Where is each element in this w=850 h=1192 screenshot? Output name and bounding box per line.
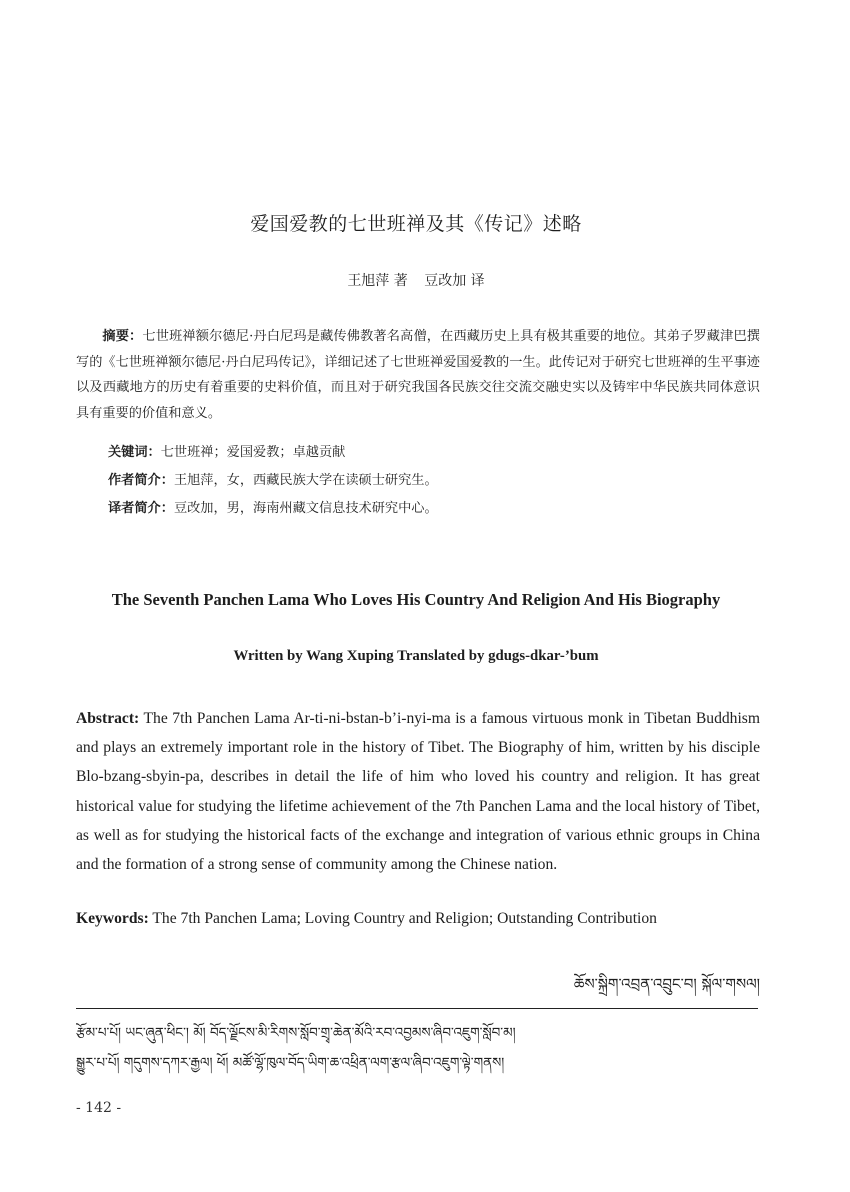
chinese-keywords-text: 七世班禅；爱国爱教；卓越贡献 bbox=[160, 445, 346, 460]
chinese-author-bio bbox=[108, 469, 438, 488]
english-byline: Written by Wang Xuping Translated by gdugs-dkar-’bum bbox=[233, 648, 599, 664]
english-keywords bbox=[76, 910, 760, 928]
page-number: - 142 - bbox=[76, 1100, 122, 1116]
tibetan-section-header: ཆོས་སྐྲིག་འབྲན་འབྲུང་བ། སྐོལ་གསལ། bbox=[573, 975, 760, 993]
chinese-author-bio-label: 作者简介： bbox=[108, 473, 174, 488]
chinese-keywords bbox=[108, 441, 345, 460]
divider-rule bbox=[76, 1008, 758, 1009]
english-keywords-label: Keywords: bbox=[76, 910, 149, 927]
chinese-author: 王旭萍 著 bbox=[347, 273, 408, 289]
chinese-author-bio-text: 王旭萍，女，西藏民族大学在读硕士研究生。 bbox=[173, 473, 438, 488]
chinese-abstract bbox=[76, 324, 760, 427]
chinese-title: 爱国爱教的七世班禅及其《传记》述略 bbox=[250, 213, 582, 235]
tibetan-translator-line: སྒྱུར་པ་པོ། གདུགས་དཀར་རྒྱལ། ཕོ། མཚོ་ལྷོ་ཁུལ་བོད་ཡིག་ཆ་འཕྲིན་ལག་རྩལ་ཞིབ་འཇུག་ལྟེ་གནས། bbox=[76, 1055, 505, 1071]
chinese-translator-bio-text: 豆改加，男，海南州藏文信息技术研究中心。 bbox=[173, 501, 438, 516]
chinese-abstract-text: 七世班禅额尔德尼·丹白尼玛是藏传佛教著名高僧，在西藏历史上具有极其重要的地位。其弟子罗藏津巴撰写的《七世班禅额尔德尼·丹白尼玛传记》，详细记述了七世班禅爱国爱教的一生。此传记对于研究七世班禅的生平事迹以及西藏地方的历史有着重要的史料价值，而且对于研究我国各民族交往交流交融史实以及铸牢中华民族共同体意识具有重要的价值和意义。 bbox=[76, 329, 760, 422]
english-abstract bbox=[76, 704, 760, 879]
english-keywords-text: The 7th Panchen Lama; Loving Country and Religion; Outstanding Contribution bbox=[152, 910, 657, 927]
chinese-translator: 豆改加 译 bbox=[424, 273, 485, 289]
tibetan-author-line: རྩོམ་པ་པོ། ཡང་ཞུན་ཕིང་། མོ། བོད་ལྗོངས་མི་རིགས་སློབ་གྲྭ་ཆེན་མོའི་རབ་འབྱམས་ཞིབ་འཇུག་སློབ་མ། bbox=[76, 1025, 516, 1041]
chinese-translator-bio-label: 译者简介： bbox=[108, 501, 174, 516]
chinese-abstract-label: 摘要： bbox=[102, 329, 143, 344]
chinese-authors bbox=[0, 270, 832, 290]
chinese-keywords-label: 关键词： bbox=[108, 445, 161, 460]
chinese-translator-bio bbox=[108, 497, 438, 516]
english-abstract-label: Abstract: bbox=[76, 710, 140, 727]
english-title: The Seventh Panchen Lama Who Loves His Country And Religion And His Biography bbox=[111, 590, 721, 609]
english-abstract-text: The 7th Panchen Lama Ar-ti-ni-bstan-b’i-nyi-ma is a famous virtuous monk in Tibetan Buddhism and plays an extremely important role in the history of Tibet. The Biography of him, written by his disciple Blo-bzang-sbyin-pa, describes in detail the life of him who loved his country and religion. It has great historical value for studying the lifetime achievement of the 7th Panchen Lama and the local history of Tibet, as well as for studying the historical facts of the exchange and integration of various ethnic groups in China and the formation of a strong sense of community among the Chinese nation. bbox=[76, 710, 760, 874]
